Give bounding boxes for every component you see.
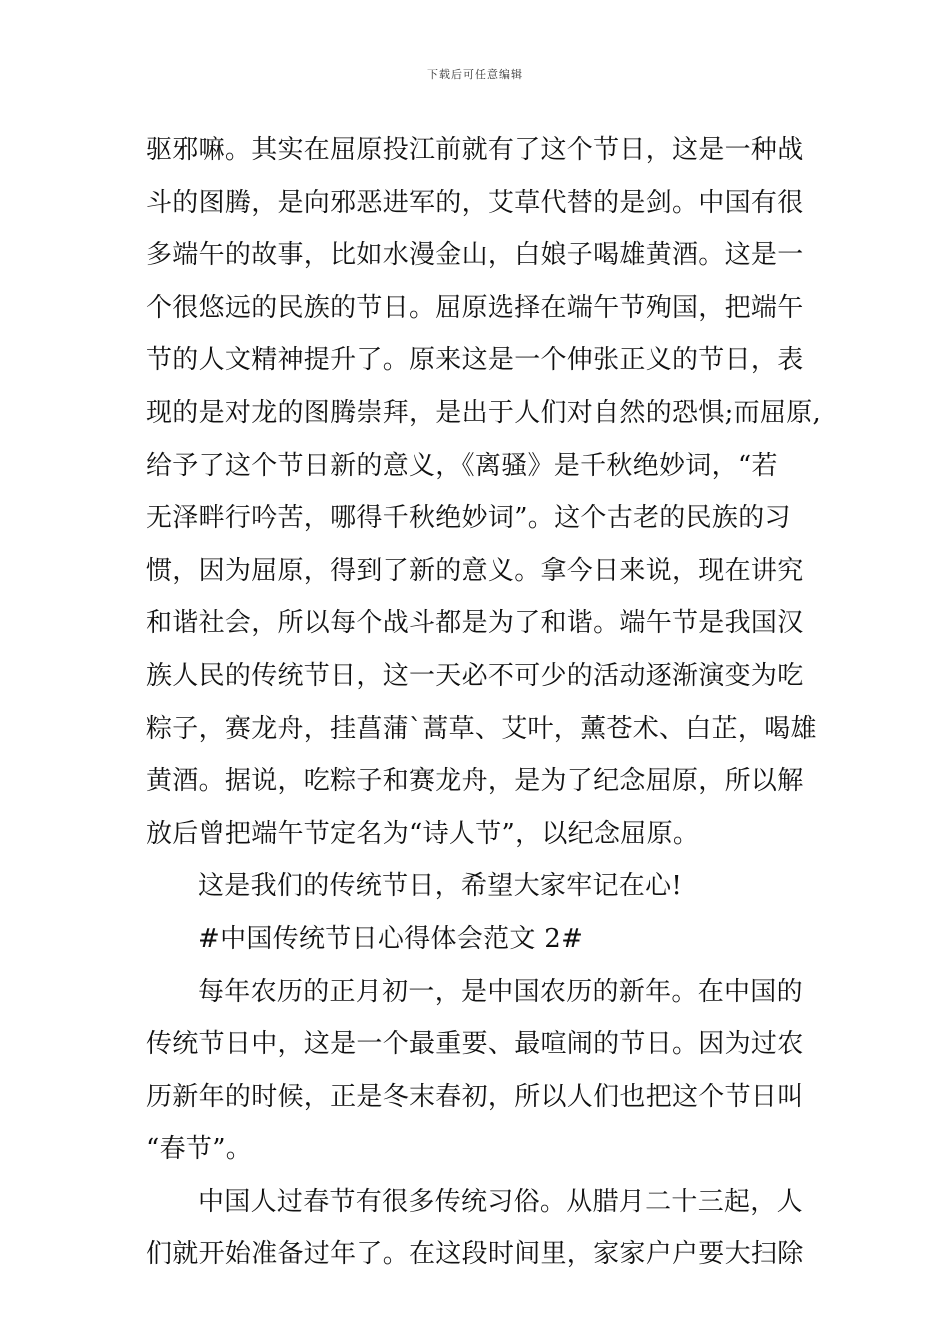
body-text — [146, 124, 822, 1281]
text-line: “春节”。 — [146, 1134, 253, 1165]
text-line: 节的人文精神提升了。原来这是一个伸张正义的节日，表 — [146, 345, 804, 376]
text-line: 粽子，赛龙舟，挂菖蒲`蒿草、艾叶，薰苍术、白芷，喝雄 — [146, 713, 817, 744]
text-line: 传统节日中，这是一个最重要、最喧闹的节日。因为过农 — [146, 1029, 804, 1060]
text-line: 斗的图腾，是向邪恶进军的，艾草代替的是剑。中国有很 — [146, 187, 804, 218]
paragraph-line: 每年农历的正月初一，是中国农历的新年。在中国的 — [198, 976, 803, 1007]
text-line: 放后曾把端午节定名为“诗人节”，以纪念屈原。 — [146, 818, 700, 849]
header-note: 下载后可任意编辑 — [427, 68, 523, 81]
text-line: 驱邪嘛。其实在屈原投江前就有了这个节日，这是一种战 — [146, 135, 804, 165]
paragraph-line: 中国人过春节有很多传统习俗。从腊月二十三起，人 — [198, 1186, 803, 1217]
text-line: 和谐社会，所以每个战斗都是为了和谐。端午节是我国汉 — [146, 608, 804, 639]
text-line: 现的是对龙的图腾崇拜，是出于人们对自然的恐惧;而屈原, — [146, 397, 822, 428]
text-line: 个很悠远的民族的节日。屈原选择在端午节殉国，把端午 — [146, 292, 804, 323]
section-heading: #中国传统节日心得体会范文 2# — [198, 923, 584, 954]
text-line: 族人民的传统节日，这一天必不可少的活动逐渐演变为吃 — [146, 660, 804, 691]
text-line: 惯，因为屈原，得到了新的意义。拿今日来说，现在讲究 — [146, 555, 804, 586]
text-line: 给予了这个节日新的意义，《离骚》是千秋绝妙词，“若 — [146, 450, 778, 481]
text-line: 们就开始准备过年了。在这段时间里，家家户户要大扫除 — [146, 1239, 804, 1270]
text-line: 黄酒。据说，吃粽子和赛龙舟，是为了纪念屈原，所以解 — [146, 766, 804, 797]
text-line: 无泽畔行吟苦，哪得千秋绝妙词”。这个古老的民族的习 — [146, 503, 791, 534]
paragraph-line: 这是我们的传统节日，希望大家牢记在心! — [198, 871, 683, 902]
text-line: 历新年的时候，正是冬末春初，所以人们也把这个节日叫 — [146, 1081, 804, 1112]
text-line: 多端午的故事，比如水漫金山，白娘子喝雄黄酒。这是一 — [146, 240, 804, 271]
